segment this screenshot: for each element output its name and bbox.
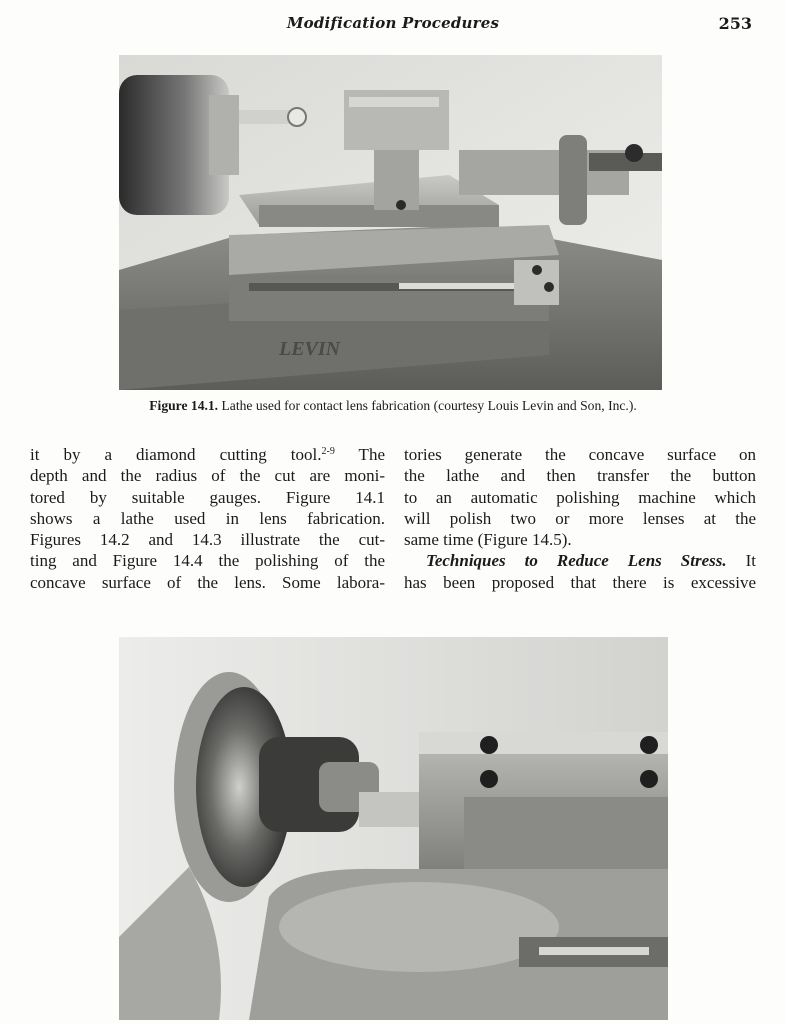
caption-credit: (courtesy Louis Levin and Son, Inc.). bbox=[433, 398, 637, 413]
body-column-right bbox=[404, 444, 756, 593]
levin-engraving: LEVIN bbox=[279, 338, 341, 360]
text-line: tories generate the concave surface on bbox=[404, 445, 756, 464]
section-heading: Techniques to Reduce Lens Stress. bbox=[426, 551, 727, 571]
figure-14-1-photo bbox=[119, 55, 662, 390]
text-line: it by a diamond cutting tool.$^{2-9}$ The bbox=[30, 445, 385, 464]
section-heading-line: Techniques to Reduce Lens Stress. It bbox=[426, 551, 757, 571]
lathe-closeup-photo bbox=[119, 637, 668, 1020]
lathe-closeup-illustration bbox=[119, 637, 668, 1020]
figure-label: Figure 14.1. bbox=[149, 398, 219, 413]
text-line: depth and the radius of the cut are moni- bbox=[30, 466, 385, 486]
running-head: Modification Procedures bbox=[286, 14, 500, 32]
lathe-photo-illustration bbox=[119, 55, 662, 390]
text-line: shows a lathe used in lens fabrication. bbox=[30, 508, 385, 528]
text-line: has been proposed that there is excessive bbox=[404, 572, 756, 592]
caption-text: Lathe used for contact lens fabrication bbox=[221, 398, 431, 413]
text-line: Figures 14.2 and 14.3 illustrate the cut- bbox=[30, 530, 385, 550]
text-line: the lathe and then transfer the button bbox=[404, 466, 756, 486]
text-line: tored by suitable gauges. Figure 14.1 bbox=[30, 487, 385, 507]
citation-superscript: 2-9 bbox=[321, 446, 335, 457]
figure-14-1-caption bbox=[0, 398, 786, 414]
text-line: same time (Figure 14.5). bbox=[404, 530, 572, 550]
text-line: ting and Figure 14.4 the polishing of the bbox=[30, 551, 385, 571]
text-line: will polish two or more lenses at the bbox=[404, 508, 756, 528]
text-line: concave surface of the lens. Some labora- bbox=[30, 572, 385, 592]
text-line: to an automatic polishing machine which bbox=[404, 487, 756, 507]
body-column-left bbox=[30, 444, 385, 593]
page-number: 253 bbox=[718, 14, 752, 33]
